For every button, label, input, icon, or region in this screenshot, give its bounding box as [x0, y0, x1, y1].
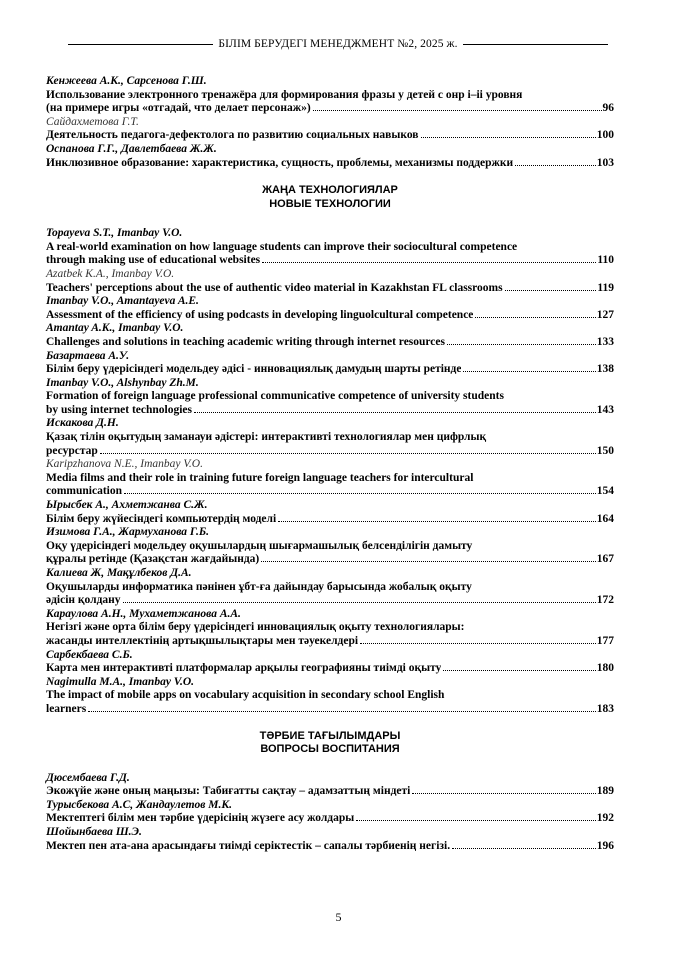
entry-page-number: 110 [597, 254, 614, 267]
dot-leader [515, 165, 596, 166]
dot-leader [421, 137, 596, 138]
entry-authors: Дюсембаева Г.Д. [46, 771, 130, 784]
entry-authors: Ырысбек А., Ахметжанва С.Ж. [46, 499, 208, 512]
entry-title [46, 241, 614, 268]
dot-leader [261, 561, 595, 562]
entry-title-line: learners [46, 702, 87, 715]
entry-title-line: A real-world examination on how language students can improve their sociocultural competence [46, 240, 518, 253]
entry-page-number: 177 [596, 634, 614, 647]
entry-title-line: Мектептегі білім мен тәрбие үдерісінің жүзеге асу жолдары [46, 812, 355, 825]
entry-page-number: 183 [596, 702, 614, 715]
entry-page-number: 192 [596, 812, 614, 825]
entry-title [46, 472, 614, 499]
entry-title-line: Оқу үдерісіндегі модельдеу оқушылардың шығармашылық белсенділігін дамыту [46, 539, 473, 552]
entry-page-number: 189 [596, 785, 614, 798]
entry-title-line: Мектеп пен ата-ана арасындағы тиімді серіктестік – сапалы тәрбиенің негізі. [46, 839, 451, 852]
entry-title [46, 581, 614, 608]
entry-title [46, 689, 614, 716]
dot-leader [475, 317, 595, 318]
entry-title-line: Media films and their role in training future foreign language teachers for intercultural [46, 471, 474, 484]
entry-title-line: Инклюзивное образование: характеристика, сущность, проблемы, механизмы поддержки [46, 156, 514, 169]
entry-authors: Кенжеева А.К., Сарсенова Г.Ш. [46, 75, 207, 87]
page-number: 5 [335, 910, 342, 924]
entry-authors: Искакова Д.Н. [46, 417, 119, 430]
entry-title [46, 282, 614, 296]
toc-entry [46, 75, 614, 116]
toc-entry [46, 350, 614, 377]
entry-authors: Изимова Г.А., Жармуханова Г.Б. [46, 526, 210, 539]
entry-title-line: Білім беру үдерісіндегі модельдеу әдісі - инновациялық дамудың шарты ретінде [46, 363, 462, 376]
toc-entry [46, 799, 614, 826]
toc-entry [46, 676, 614, 717]
entry-title-line: Оқушыларды информатика пәнінен ұбт-ға дайындау барысында жобалық оқыту [46, 580, 472, 593]
toc-entry [46, 649, 614, 676]
dot-leader [463, 371, 595, 372]
dot-leader [100, 453, 596, 454]
toc-entry [46, 772, 614, 799]
entry-title-line: Использование электронного тренажёра для формирования фразы у детей с онр i–ii уровня [46, 88, 523, 101]
entry-title-line: Карта мен интерактивті платформалар арқылы географияны тиімді оқыту [46, 662, 442, 675]
entry-title [46, 336, 614, 350]
dot-leader [443, 670, 595, 671]
entry-title-line: Teachers' perceptions about the use of authentic video material in Kazakhstan FL classrooms [46, 281, 503, 294]
dot-leader [194, 412, 596, 413]
entry-page-number: 196 [596, 839, 614, 852]
entry-authors: Сайдахметова Г.Т. [46, 115, 139, 128]
dot-leader [313, 110, 602, 111]
entry-title-line: Formation of foreign language professional communicative competence of university students [46, 390, 504, 403]
entry-authors: Imanbay V.O., Alshynbay Zh.M. [46, 376, 199, 389]
running-header [68, 35, 608, 53]
entry-title [46, 157, 614, 171]
dot-leader [356, 820, 596, 821]
entry-page-number: 96 [602, 102, 614, 115]
entry-title-line: by using internet technologies [46, 403, 192, 416]
toc-entry [46, 227, 614, 268]
entry-title-line: (на примере игры «отгадай, что делает персонаж») [46, 102, 311, 115]
entry-page-number: 133 [596, 335, 614, 348]
dot-leader [452, 848, 596, 849]
dot-leader [278, 521, 596, 522]
header-rule-right [463, 44, 608, 45]
section-title-ru: НОВЫЕ ТЕХНОЛОГИИ [269, 197, 391, 210]
entry-title-line: Challenges and solutions in teaching academic writing through internet resources [46, 335, 445, 348]
entry-title-line: жасанды интеллектінің артықшылықтары мен тәуекелдері [46, 634, 359, 647]
dot-leader [412, 793, 595, 794]
entry-title [46, 540, 614, 567]
entry-authors: Imanbay V.O., Amantayeva A.E. [46, 295, 199, 308]
section-title-kz: ЖАҢА ТЕХНОЛОГИЯЛАР [262, 184, 398, 197]
toc-entry [46, 143, 614, 170]
entry-authors: Nagimulla M.A., Imanbay V.O. [46, 675, 195, 688]
entry-title-line: әдісін қолдану [46, 594, 121, 607]
entry-page-number: 119 [597, 281, 614, 294]
entry-title [46, 89, 614, 116]
dot-leader [447, 344, 596, 345]
section-heading-upbringing [46, 730, 614, 757]
entry-authors: Калиева Ж, Мақұлбеков Д.А. [46, 567, 192, 579]
toc-block-2 [46, 227, 614, 716]
entry-title [46, 621, 614, 648]
entry-title [46, 309, 614, 323]
entry-title [46, 363, 614, 377]
dot-leader [124, 493, 596, 494]
entry-page-number: 127 [596, 308, 614, 321]
entry-authors: Karipzhanova N.E., Imanbay V.O. [46, 458, 203, 471]
dot-leader [123, 602, 596, 603]
entry-title-line: ресурстар [46, 444, 98, 457]
entry-title-line: Негізгі және орта білім беру үдерісіндегі инновациялық оқыту технологиялары: [46, 621, 465, 634]
entry-title [46, 785, 614, 799]
dot-leader [505, 290, 597, 291]
entry-title-line: Білім беру жүйесіндегі компьютердің моделі [46, 512, 277, 525]
toc-entry [46, 322, 614, 349]
toc-entry [46, 116, 614, 143]
entry-page-number: 103 [596, 156, 614, 169]
entry-title-line: communication [46, 485, 123, 498]
entry-page-number: 100 [596, 129, 614, 142]
entry-title [46, 129, 614, 143]
toc-block-3 [46, 772, 614, 854]
entry-title-line: through making use of educational websites [46, 254, 261, 267]
entry-title [46, 513, 614, 527]
toc-block-1 [46, 75, 614, 170]
entry-title [46, 840, 614, 854]
entry-authors: Оспанова Г.Г., Давлетбаева Ж.Ж. [46, 142, 217, 155]
entry-title-line: құралы ретінде (Қазақстан жағдайында) [46, 553, 260, 566]
toc-entry [46, 499, 614, 526]
toc-entry [46, 826, 614, 853]
section-title-ru: ВОПРОСЫ ВОСПИТАНИЯ [260, 743, 400, 756]
entry-title [46, 431, 614, 458]
entry-authors: Topayeva S.T., Imanbay V.O. [46, 227, 183, 240]
dot-leader [360, 643, 596, 644]
toc-entry [46, 608, 614, 649]
entry-authors: Базартаева А.У. [46, 349, 130, 362]
entry-title [46, 662, 614, 676]
entry-page-number: 180 [596, 662, 614, 675]
entry-title-line: Assessment of the efficiency of using podcasts in developing linguolcultural competence [46, 308, 474, 321]
toc-entry [46, 268, 614, 295]
header-rule-left [68, 44, 213, 45]
entry-title [46, 812, 614, 826]
section-title-kz: ТӘРБИЕ ТАҒЫЛЫМДАРЫ [259, 729, 401, 742]
entry-title-line: Деятельность педагога-дефектолога по развитию социальных навыков [46, 129, 419, 142]
toc-entry [46, 458, 614, 499]
journal-title: БІЛІМ БЕРУДЕГІ МЕНЕДЖМЕНТ №2, 2025 ж. [218, 38, 458, 50]
toc-entry [46, 417, 614, 458]
toc-entry [46, 295, 614, 322]
entry-title [46, 390, 614, 417]
toc-entry [46, 377, 614, 418]
entry-title-line: The impact of mobile apps on vocabulary acquisition in secondary school English [46, 689, 445, 702]
entry-page-number: 150 [596, 444, 614, 457]
entry-page-number: 164 [596, 512, 614, 525]
entry-authors: Azatbek K.A., Imanbay V.O. [46, 267, 175, 280]
entry-authors: Караулова А.Н., Мухаметжанова А.А. [46, 607, 241, 620]
entry-page-number: 154 [596, 485, 614, 498]
entry-title-line: Қазақ тілін оқытудың заманауи әдістері: интерактивті технологиялар мен цифрлық [46, 431, 487, 444]
dot-leader [262, 262, 596, 263]
entry-authors: Турысбекова А.С, Жандаулетов М.К. [46, 798, 232, 811]
section-heading-new-technologies [46, 184, 614, 211]
entry-page-number: 172 [596, 594, 614, 607]
entry-title-line: Экожүйе және оның маңызы: Табиғатты сақтау – адамзаттың міндеті [46, 785, 411, 798]
toc-entry [46, 526, 614, 567]
dot-leader [88, 711, 596, 712]
entry-authors: Шойынбаева Ш.Э. [46, 825, 142, 838]
entry-authors: Сарбекбаева С.Б. [46, 648, 133, 661]
entry-authors: Amantay A.K., Imanbay V.O. [46, 322, 184, 335]
entry-page-number: 138 [596, 363, 614, 376]
entry-page-number: 167 [596, 553, 614, 566]
entry-page-number: 143 [596, 403, 614, 416]
toc-entry [46, 567, 614, 608]
table-of-contents [46, 75, 614, 853]
